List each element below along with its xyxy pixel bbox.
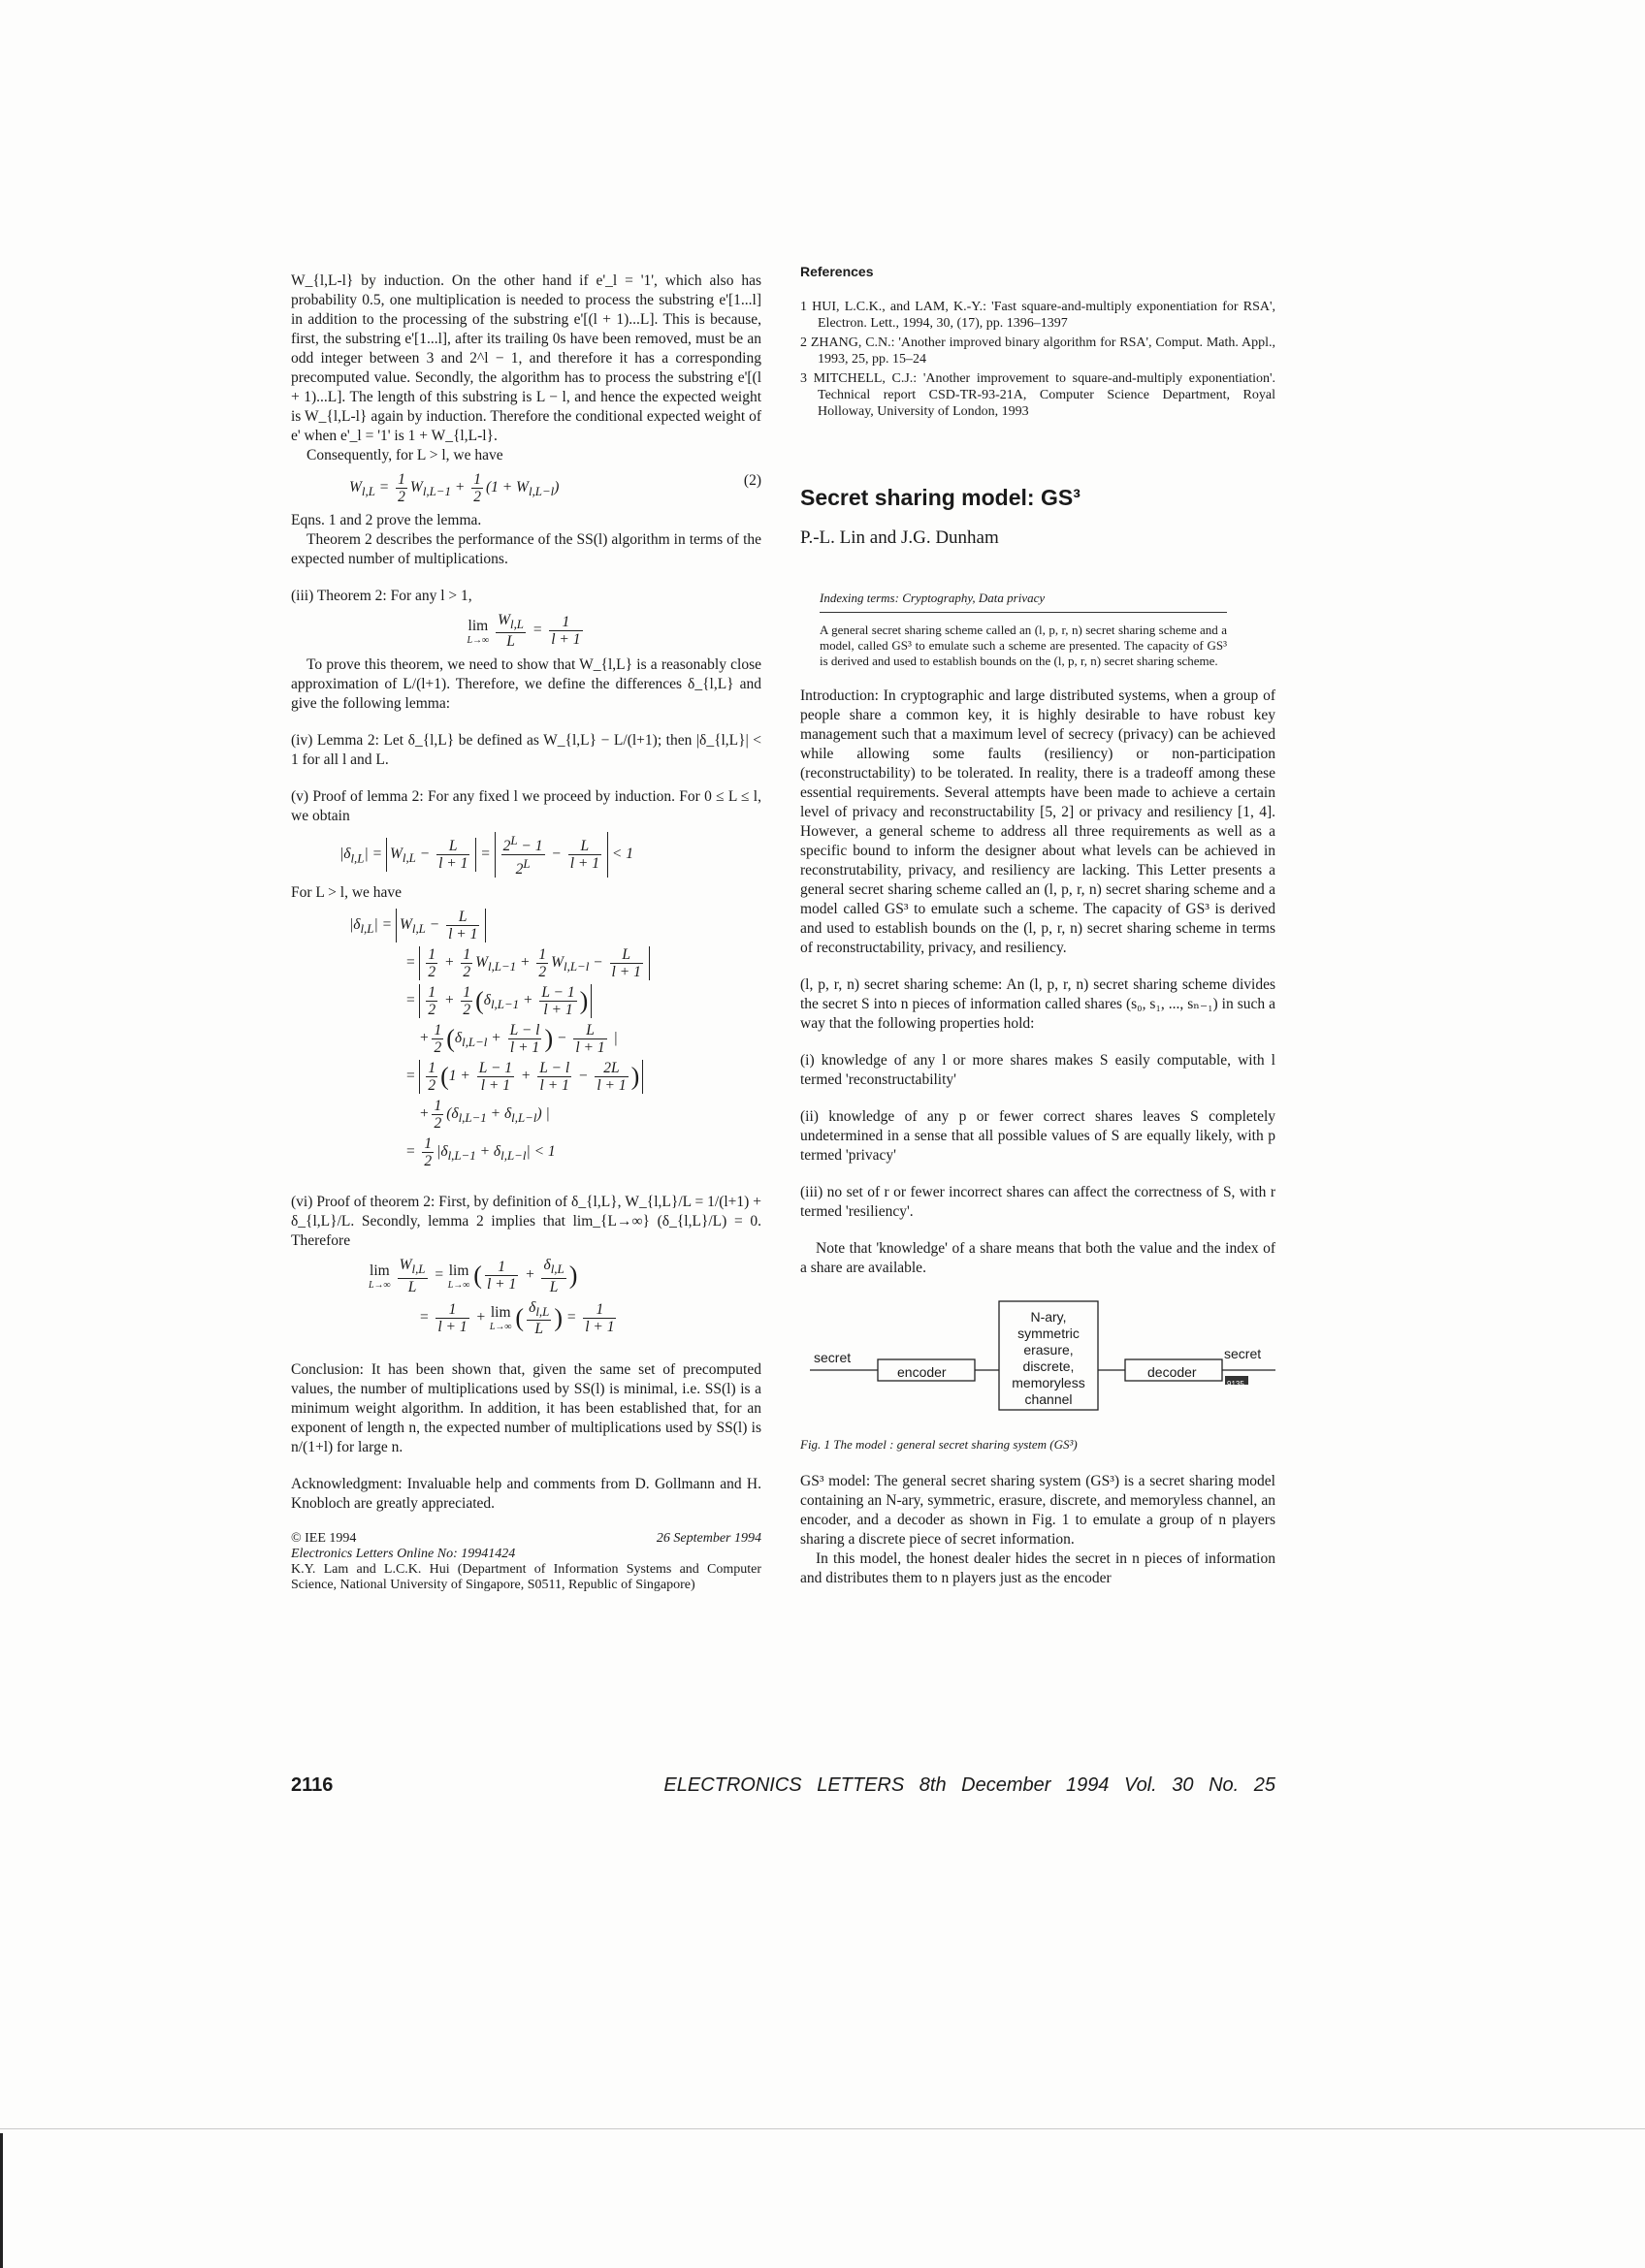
paragraph: W_{l,L-l} by induction. On the other hand if e'_l = '1', which also has probability 0.5, one multiplication is needed to process the substring e'[1...l] in addition to the processing of the substring e'[(l + 1)...L]. This is because, first, the substring e'[1...l], after its trailing 0s have been removed, must be an odd integer between 3 and 2^l − 1, and therefore it has a corresponding precomputed value. Secondly, the algorithm has to process the substring e'[(l + 1)...L]. The length of this substring is L − l, and hence the expected weight is W_{l,L-l} again by induction. Therefore the conditional expected weight of e' when e'_l = '1' is 1 + W_{l,L-l}. — [291, 272, 761, 444]
indexing-terms: Indexing terms: Cryptography, Data privacy — [820, 589, 1227, 613]
introduction-paragraph: Introduction: In cryptographic and large distributed systems, when a group of people share a common key, it is highly desirable to have robust key management such that a maximum level of secrecy (privacy) can be achieved while allowing some faults (resiliency) or non-participation (reconstructability) to be tolerated. In reality, there is a tradeoff among these essential requirements. Several attempts have been made to achieve a certain level of privacy and reconstructability [5, 2] or privacy and resiliency [1, 4]. However, a general scheme to address all three requirements as well as a specific bound to inform the designer about what levels can be achieved in reconstrutability, privacy, and resiliency are lacking. This Letter presents a general secret sharing scheme called an (l, p, r, n) secret sharing scheme and a model called GS³ to emulate such a scheme. The capacity of GS³ is derived and used to establish bounds on the (l, p, r, n) secret sharing scheme in terms of reconstructability, privacy, and resiliency. — [800, 687, 1275, 956]
paragraph: Consequently, for L > l, we have — [306, 447, 503, 463]
acknowledgment-paragraph: Acknowledgment: Invaluable help and comments from D. Gollmann and H. Knobloch are greatly appreciated. — [291, 1475, 761, 1512]
figure-caption: Fig. 1 The model : general secret sharing system (GS³) — [800, 1437, 1078, 1452]
paragraph: (iii) Theorem 2: For any l > 1, — [291, 588, 472, 604]
article-title: Secret sharing model: GS³ — [800, 485, 1081, 510]
paragraph: (v) Proof of lemma 2: For any fixed l we proceed by induction. For 0 ≤ L ≤ l, we obtain — [291, 788, 761, 825]
references-heading: References — [800, 264, 874, 279]
author-affiliation: K.Y. Lam and L.C.K. Hui (Department of Information Systems and Computer Science, National University of Singapore, S0511, Republic of Singapore) — [291, 1561, 761, 1592]
abstract: A general secret sharing scheme called an (l, p, r, n) secret sharing scheme and a model, called GS³ to emulate such a scheme are presented. The capacity of GS³ is derived and used to establish bounds on the (l, p, r, n) secret sharing scheme. — [820, 623, 1227, 668]
secret-input-label: secret — [814, 1350, 852, 1365]
article-authors: P.-L. Lin and J.G. Dunham — [800, 527, 999, 548]
right-column — [800, 262, 1275, 1588]
theorem-2-proof-equation: lim L→∞ $\frac{W_{l,L}}{L}$ = lim L→∞ ( $\frac{1}{l + 1}$ + $\frac{\delta_{l,L}}{L}$ ) = $\frac{1}{l + 1}$ + lim L→∞ ( $\frac{\delta_{l,L}}{L}$ ) = $\frac{1}{l + 1}$ — [369, 1257, 615, 1337]
property-2: (ii) knowledge of any p or fewer correct shares leaves S completely undetermined in a sense that all possible values of S are equally likely, with p termed 'privacy' — [800, 1108, 1275, 1164]
paragraph: Eqns. 1 and 2 prove the lemma. — [291, 512, 482, 528]
copyright-block — [291, 1531, 761, 1593]
secret-output-label: secret — [1224, 1346, 1262, 1361]
copyright: © IEE 1994 — [291, 1530, 357, 1546]
decoder-label: decoder — [1147, 1364, 1197, 1380]
induction-derivation: $|\delta_{l,L}| = W_{l,L}$ − $\frac{L}{l + 1}$ = $\frac{1}{2}$ + $\frac{1}{2}$ $W_{l,L-1}$ + $\frac{1}{2}$ $W_{l,L-l}$ − $\frac{L}{l + 1}$ = $\frac{1}{2}$ + $\frac{1}{2}$ ($\delta_{l,L-1}$ + $\frac{L - 1}{l + 1}$ ) + $\frac{1}{2}$ ($\delta_{l,L-l}$ + $\frac{L - l}{l + 1}$ ) − $\frac{L}{l + 1}$ | = $\frac{1}{2}$ (1 + $\frac{L - 1}{l + 1}$ + $\frac{L - l}{l + 1}$ − $\frac{2L}{l + 1}$ ) + $\frac{1}{2}$ $(\delta_{l,L-1} + \delta_{l,L-l})$ | = $\frac{1}{2}$ $|\delta_{l,L-1} + \delta_{l,L-l}| < 1$ — [349, 909, 761, 1169]
channel-label: N-ary, symmetric erasure, discrete, memoryless channel — [1012, 1309, 1085, 1407]
base-case-equation: $|\delta_{l,L}| = W_{l,L}$ − $\frac{L}{l + 1}$ = $\frac{2^L - 1}{2^L}$ − $\frac{L}{l + 1}$ < 1 — [339, 833, 633, 878]
equation-2: $W_{l,L}$ = $\frac{1}{2}$ $W_{l,L-1}$ + $\frac{1}{2}$ $(1 + W_{l,L-l})$ (2) — [349, 471, 761, 505]
scan-edge-line — [0, 2128, 1645, 2129]
reference-item: 2 ZHANG, C.N.: 'Another improved binary algorithm for RSA', Comput. Math. Appl., 1993, 25, pp. 15–24 — [800, 335, 1275, 367]
left-column — [291, 272, 761, 1593]
scan-edge-shadow — [0, 2133, 3, 2268]
paragraph: For L > l, we have — [291, 884, 403, 902]
page-number: 2116 — [291, 1774, 334, 1796]
reference-item: 1 HUI, L.C.K., and LAM, K.-Y.: 'Fast square-and-multiply exponentiation for RSA', Electron. Lett., 1994, 30, (17), pp. 1396–1397 — [800, 300, 1275, 331]
reference-item: 3 MITCHELL, C.J.: 'Another improvement to square-and-multiply exponentiation'. Technical report CSD-TR-93-21A, Computer Science Department, Royal Holloway, University of London, 1993 — [800, 371, 1275, 419]
gs3-paragraph: GS³ model: The general secret sharing system (GS³) is a secret sharing model containing an N-ary, symmetric, erasure, discrete, and memoryless channel, an encoder, and a decoder as shown in Fig. 1 to emulate a group of n players sharing a discrete piece of secret information. — [800, 1473, 1275, 1548]
paragraph: To prove this theorem, we need to show that W_{l,L} is a reasonably close approximation of L/(l+1). Therefore, we define the differences δ_{l,L} and give the following lemma: — [291, 656, 761, 713]
paragraph: Theorem 2 describes the performance of the SS(l) algorithm in terms of the expected number of multiplications. — [291, 531, 761, 567]
equation-number: (2) — [743, 472, 761, 489]
paragraph: (iv) Lemma 2: Let δ_{l,L} be defined as W_{l,L} − L/(l+1); then |δ_{l,L}| < 1 for all l and L. — [291, 732, 761, 769]
online-number: Electronics Letters Online No: 19941424 — [291, 1546, 516, 1561]
figure-tag: 9135 — [1227, 1380, 1244, 1389]
conclusion-paragraph: Conclusion: It has been shown that, given the same set of precomputed values, the number of multiplications used by SS(l) is minimal, i.e. SS(l) is a minimum weight algorithm. In addition, it has been established that, for an exponent of length n, the expected number of multiplications used by SS(l) is n/(1+l) for large n. — [291, 1360, 761, 1455]
gs3-paragraph-cont: In this model, the honest dealer hides the secret in n pieces of information and distributes them to n players just as the encoder — [800, 1550, 1275, 1586]
note-paragraph: Note that 'knowledge' of a share means that both the value and the index of a share are available. — [800, 1240, 1275, 1276]
received-date: 26 September 1994 — [656, 1530, 761, 1546]
encoder-label: encoder — [897, 1364, 947, 1380]
journal-line: ELECTRONICS LETTERS 8th December 1994 Vol. 30 No. 25 — [663, 1774, 1275, 1796]
scheme-paragraph: (l, p, r, n) secret sharing scheme: An (l, p, r, n) secret sharing scheme divides the secret S into n pieces of information called shares (s₀, s₁, ..., sₙ₋₁) in such a way that the following properties hold: — [800, 976, 1275, 1032]
theorem-2-equation: lim L→∞ $\frac{W_{l,L}}{L}$ = $\frac{1}{l + 1}$ — [467, 612, 581, 651]
property-1: (i) knowledge of any l or more shares makes S easily computable, with l termed 'reconstructability' — [800, 1052, 1275, 1088]
property-3: (iii) no set of r or fewer incorrect shares can affect the correctness of S, with r termed 'resiliency'. — [800, 1184, 1275, 1220]
figure-1 — [800, 1295, 1275, 1431]
paragraph: (vi) Proof of theorem 2: First, by definition of δ_{l,L}, W_{l,L}/L = 1/(l+1) + δ_{l,L}/L. Secondly, lemma 2 implies that lim_{L→∞} (δ_{l,L}/L) = 0. Therefore — [291, 1194, 761, 1250]
